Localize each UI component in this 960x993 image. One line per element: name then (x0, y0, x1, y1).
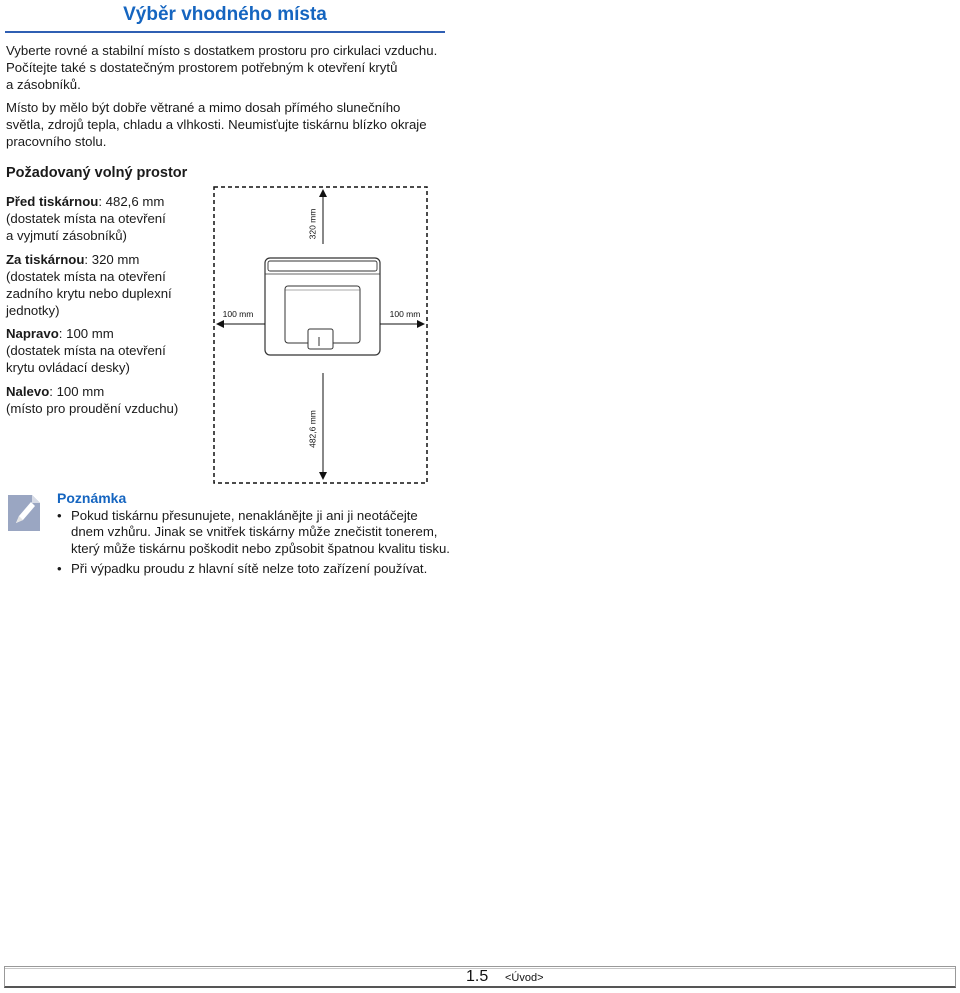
clearance-left-label: Nalevo (6, 384, 50, 399)
note-pencil-icon (6, 493, 42, 533)
intro-paragraph-1 (6, 42, 448, 93)
note-title: Poznámka (57, 490, 127, 506)
clearance-back-detail-2: zadního krytu nebo duplexní (6, 286, 172, 301)
clearance-right-detail-2: krytu ovládací desky) (6, 360, 130, 375)
intro-2-line-3: pracovního stolu. (6, 134, 107, 149)
intro-1-line-3: a zásobníků. (6, 77, 81, 92)
clearance-left-value: : 100 mm (49, 384, 105, 399)
note-item-2: • Při výpadku proudu z hlavní sítě nelze toto zařízení používat. (57, 561, 452, 577)
clearance-heading: Požadovaný volný prostor (6, 165, 188, 181)
label-back: 320 mm (307, 208, 318, 240)
title-underline (5, 31, 445, 33)
note-list (57, 508, 452, 581)
label-front: 482,6 mm (307, 410, 318, 448)
clearance-back-label: Za tiskárnou (6, 252, 85, 267)
clearance-back-value: : 320 mm (84, 252, 140, 267)
clearance-left-detail-1: (místo pro proudění vzduchu) (6, 401, 179, 416)
printer-top-view (265, 258, 380, 355)
clearance-front-label: Před tiskárnou (6, 194, 99, 209)
clearance-right-detail-1: (dostatek místa na otevření (6, 343, 166, 358)
intro-1-line-1: Vyberte rovné a stabilní místo s dostatkem prostoru pro cirkulaci vzduchu. (6, 43, 438, 58)
page-number: 1.5 (466, 968, 489, 985)
clearance-right-value: : 100 mm (58, 326, 114, 341)
intro-2-line-1: Místo by mělo být dobře větrané a mimo dosah přímého slunečního (6, 100, 401, 115)
clearance-front-value: : 482,6 mm (98, 194, 165, 209)
clearance-left (6, 383, 206, 417)
label-left: 100 mm (222, 309, 254, 319)
clearance-front-detail-1: (dostatek místa na otevření (6, 211, 166, 226)
note-item-1: • Pokud tiskárnu přesunujete, nenaklánějte ji ani ji neotáčejte dnem vzhůru. Jinak se vnitřek tiskárny může znečistit tonerem, který může tiskárnu poškodit nebo způsobit špatnou kvalitu tisku. (57, 508, 452, 557)
back-to-intro-link[interactable]: <Úvod> (505, 972, 544, 984)
intro-1-line-2: Počítejte také s dostatečným prostorem potřebným k otevření krytů (6, 60, 398, 75)
page-title: Výběr vhodného místa (123, 4, 327, 25)
intro-paragraph-2 (6, 99, 448, 150)
label-right: 100 mm (389, 309, 421, 319)
clearance-front (6, 193, 206, 244)
clearance-back-detail-1: (dostatek místa na otevření (6, 269, 166, 284)
clearance-right (6, 325, 206, 376)
clearance-back-detail-3: jednotky) (6, 303, 60, 318)
clearance-back (6, 251, 206, 319)
clearance-front-detail-2: a vyjmutí zásobníků) (6, 228, 127, 243)
intro-2-line-2: světla, zdrojů tepla, chladu a vlhkosti. Neumisťujte tiskárnu blízko okraje (6, 117, 427, 132)
clearance-diagram (213, 186, 428, 484)
clearance-right-label: Napravo (6, 326, 59, 341)
